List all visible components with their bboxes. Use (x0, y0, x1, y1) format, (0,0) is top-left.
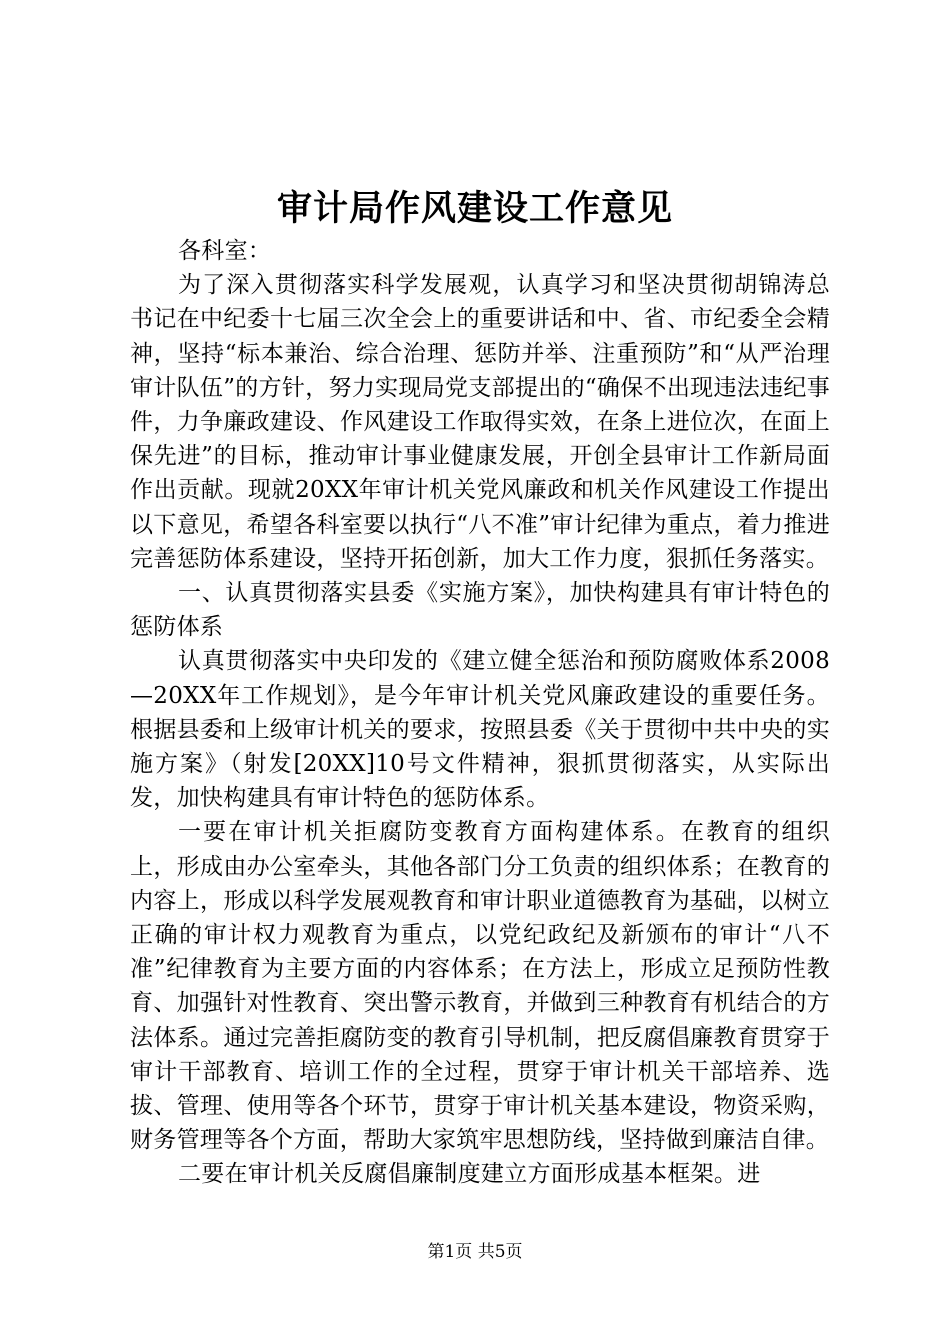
paragraph-point-1: 一要在审计机关拒腐防变教育方面构建体系。在教育的组织上，形成由办公室牵头，其他各部门分工负责的组织体系；在教育的内容上，形成以科学发展观教育和审计职业道德教育为基础，以树立正确的审计权力观教育为重点，以党纪政纪及新颁布的审计“八不准”纪律教育为主要方面的内容体系；在方法上，形成立足预防性教育、加强针对性教育、突出警示教育，并做到三种教育有机结合的方法体系。通过完善拒腐防变的教育引导机制，把反腐倡廉教育贯穿于审计干部教育、培训工作的全过程，贯穿于审计机关干部培养、选拔、管理、使用等各个环节，贯穿于审计机关基本建设，物资采购，财务管理等各个方面，帮助大家筑牢思想防线，坚持做到廉洁自律。 (130, 819, 830, 1154)
salutation: 各科室： (178, 238, 272, 264)
document-title: 审计局作风建设工作意见 (276, 188, 673, 229)
paragraph-section-1: 认真贯彻落实中央印发的《建立健全惩治和预防腐败体系2008—20XX年工作规划》，是今年审计机关党风廉政建设的重要任务。根据县委和上级审计机关的要求，按照县委《关于贯彻中共中央的实施方案》（射发[20XX]10号文件精神，狠抓贯彻落实，从实际出发，加快构建具有审计特色的惩防体系。 (130, 648, 830, 812)
page-number-footer: 第1页 共5页 (427, 1242, 523, 1262)
paragraph-point-2: 二要在审计机关反腐倡廉制度建立方面形成基本框架。进 (178, 1161, 761, 1188)
section-heading-1: 一、认真贯彻落实县委《实施方案》，加快构建具有审计特色的惩防体系 (130, 580, 830, 641)
paragraph-intro: 为了深入贯彻落实科学发展观，认真学习和坚决贯彻胡锦涛总书记在中纪委十七届三次全会上的重要讲话和中、省、市纪委全会精神，坚持“标本兼治、综合治理、惩防并举、注重预防”和“从严治理审计队伍”的方针，努力实现局党支部提出的“确保不出现违法违纪事件，力争廉政建设、作风建设工作取得实效，在条上进位次，在面上保先进”的目标，推动审计事业健康发展，开创全县审计工作新局面作出贡献。现就20XX年审计机关党风廉政和机关作风建设工作提出以下意见，希望各科室要以执行“八不准”审计纪律为重点，着力推进完善惩防体系建设，坚持开拓创新，加大工作力度，狠抓任务落实。 (130, 272, 830, 572)
document-body (130, 234, 830, 1192)
